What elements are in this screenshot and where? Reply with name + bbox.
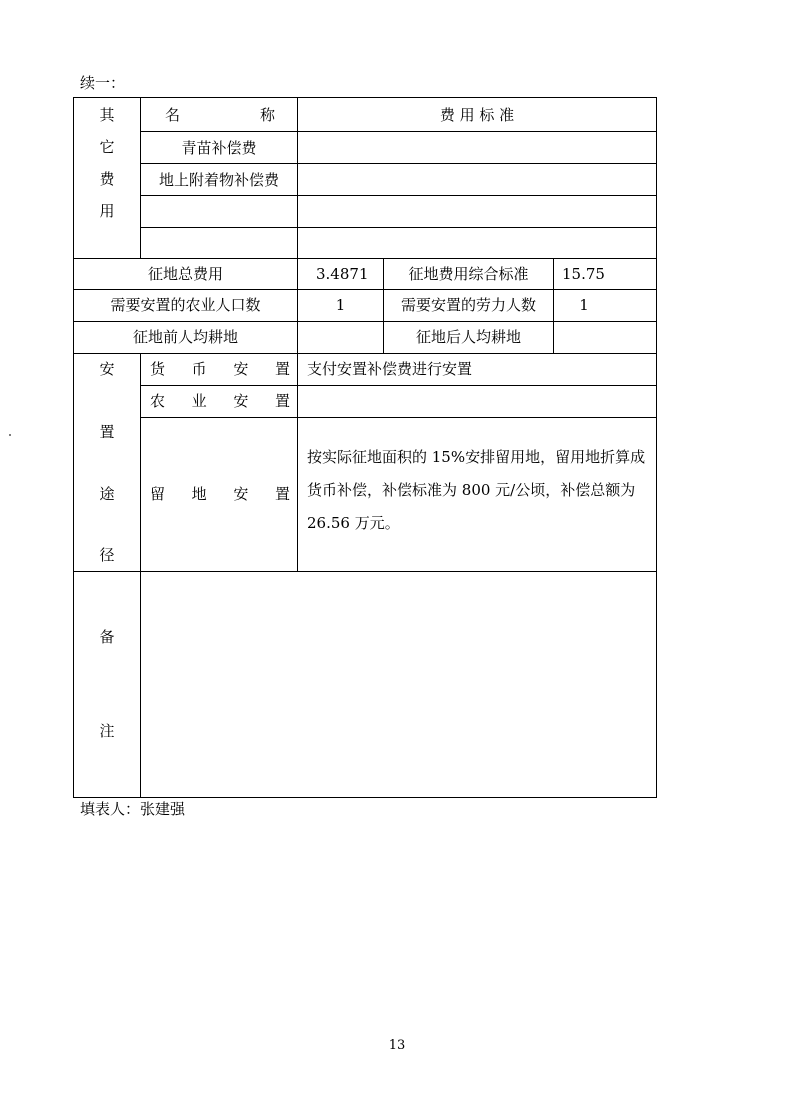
- reserved-land-label: [150, 485, 290, 503]
- remarks-char-1: 备: [99, 628, 115, 646]
- fee-item-2: 地上附着物补偿费: [158, 171, 279, 189]
- reserved-char-2: 地: [191, 485, 207, 503]
- other-fees-char-2: 它: [99, 138, 115, 156]
- monetary-char-4: 置: [274, 360, 290, 378]
- other-fees-char-3: 费: [99, 170, 115, 188]
- agri-population-label: 需要安置的农业人口数: [110, 296, 261, 314]
- name-header-char-2: 称: [259, 106, 275, 124]
- reserved-char-4: 置: [274, 485, 290, 503]
- monetary-char-2: 币: [191, 360, 207, 378]
- reserved-land-text: 按实际征地面积的 15%安排留用地，留用地折算成货币补偿，补偿标准为 800 元/公顷，补偿总额为 26.56 万元。: [307, 448, 646, 532]
- arable-after-label: 征地后人均耕地: [415, 328, 521, 346]
- filler-label: 填表人：张建强: [80, 800, 186, 818]
- resettlement-char-2: 置: [99, 423, 115, 441]
- agricultural-char-3: 安: [233, 392, 249, 410]
- monetary-char-1: 货: [150, 360, 166, 378]
- arable-before-label: 征地前人均耕地: [132, 328, 238, 346]
- total-fee-value: 3.4871: [316, 265, 369, 283]
- resettlement-char-1: 安: [99, 360, 115, 378]
- reserved-char-1: 留: [150, 485, 166, 503]
- fee-item-1: 青苗补偿费: [181, 139, 257, 157]
- resettlement-char-4: 径: [99, 546, 115, 564]
- other-fees-char-4: 用: [99, 202, 115, 220]
- composite-standard-value: 15.75: [562, 265, 605, 283]
- agricultural-resettlement-label: [150, 392, 290, 410]
- name-column-header: [165, 106, 275, 124]
- other-fees-char-1: 其: [99, 106, 115, 124]
- page-number: 13: [388, 1038, 406, 1053]
- agricultural-char-2: 业: [191, 392, 207, 410]
- name-header-char-1: 名: [165, 106, 181, 124]
- monetary-resettlement-label: [150, 360, 290, 378]
- remarks-char-2: 注: [99, 722, 115, 740]
- labor-count-value: 1: [579, 296, 589, 314]
- labor-count-label: 需要安置的劳力人数: [400, 296, 536, 314]
- agricultural-char-1: 农: [150, 392, 166, 410]
- monetary-char-3: 安: [233, 360, 249, 378]
- agri-population-value: 1: [335, 296, 346, 314]
- reserved-char-3: 安: [233, 485, 249, 503]
- total-fee-label: 征地总费用: [147, 265, 223, 283]
- resettlement-char-3: 途: [99, 485, 115, 503]
- monetary-resettlement-text: 支付安置补偿费进行安置: [307, 360, 473, 378]
- agricultural-char-4: 置: [274, 392, 290, 410]
- continued-label: 续一：: [80, 74, 126, 92]
- standard-column-header: 费 用 标 准: [439, 106, 515, 124]
- composite-standard-label: 征地费用综合标准: [408, 265, 529, 283]
- scan-speck: [9, 434, 11, 436]
